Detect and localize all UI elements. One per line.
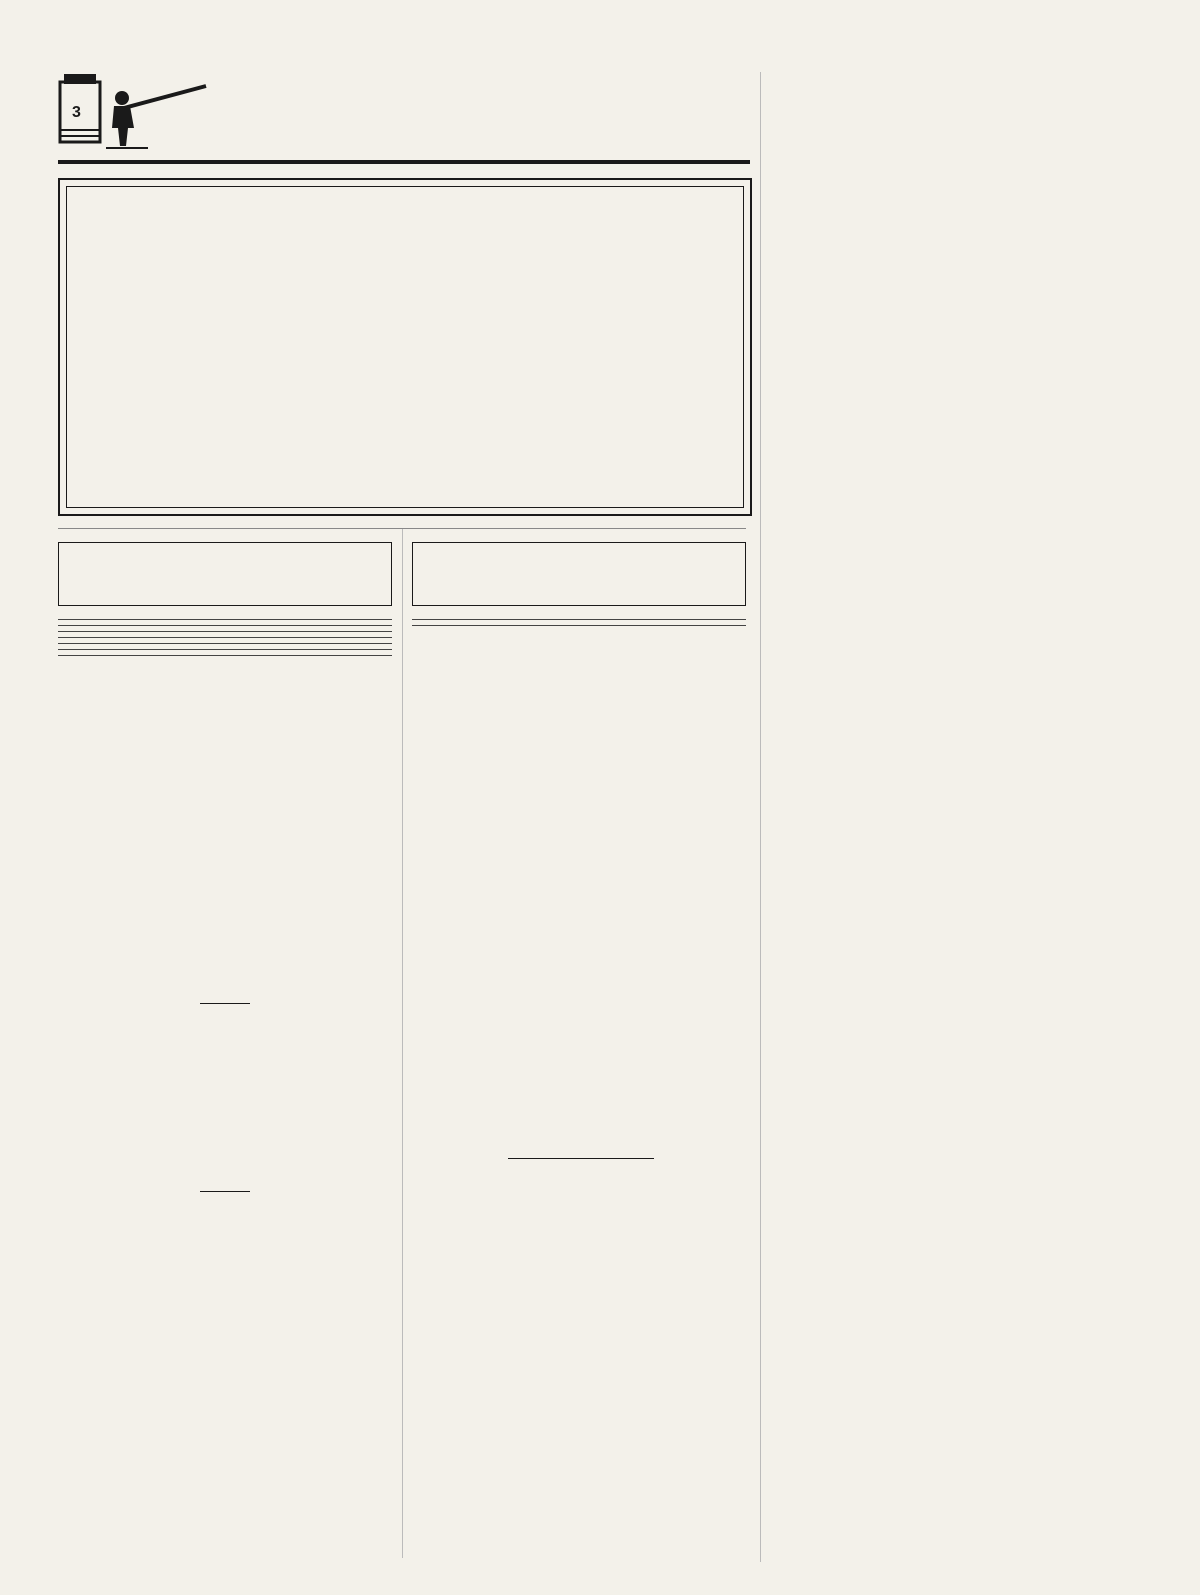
column-divider (760, 72, 761, 1562)
list-item (58, 647, 392, 650)
divider (200, 1191, 250, 1192)
column-divider (402, 528, 403, 1558)
divider (508, 1158, 654, 1159)
header-rule (58, 160, 750, 164)
wanted-ads (412, 617, 746, 629)
svg-text:3: 3 (72, 104, 81, 121)
list-item (58, 617, 392, 620)
for-sale-heading (58, 542, 392, 606)
list-item (412, 617, 746, 620)
wanted-heading (412, 542, 746, 606)
list-item (58, 641, 392, 644)
divider (200, 1003, 250, 1004)
list-item (412, 623, 746, 626)
classified-requirements-box (58, 178, 752, 516)
list-item (58, 629, 392, 632)
list-item (58, 623, 392, 626)
list-item (58, 653, 392, 656)
for-sale-ads (58, 617, 392, 659)
high-average-title (412, 1180, 746, 1192)
trap-house-shooter-logo (58, 72, 208, 152)
section-rule (58, 528, 746, 529)
list-item (58, 635, 392, 638)
